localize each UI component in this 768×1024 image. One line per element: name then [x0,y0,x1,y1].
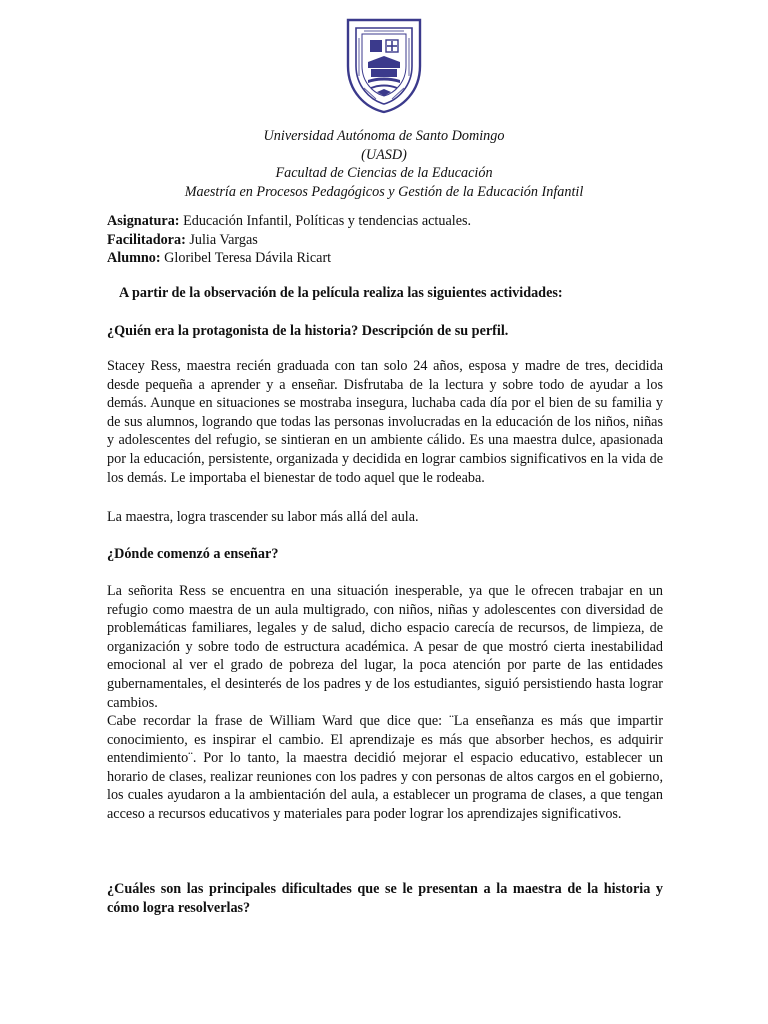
paragraph-situation: La señorita Ress se encuentra en una situación inesperable, ya que le ofrecen trabajar en un refugio como maestra de un aula multigrado, con niños, niñas y adolescentes con diversidad de problemáticas familiares, legales y de salud, dicho espacio carecía de recursos, de limpieza, de organización y sobre todo de estructura académica. A pesar de que mostró cierta inestabilidad emocional al ver el grado de pobreza del lugar, la poca atención por parte de las entidades gubernamentales, el desinterés de los padres y de los estudiantes, siguió persistiendo hasta lograr cambios. [107,583,663,711]
subject-line [107,212,663,231]
facilitator-label: Facilitadora: [107,231,186,248]
student-value: Gloribel Teresa Dávila Ricart [160,250,332,267]
faculty-name: Facultad de Ciencias de la Educación [275,165,493,182]
question-protagonist: ¿Quién era la protagonista de la historia? Descripción de su perfil. [107,323,509,339]
subject-label: Asignatura: [107,213,180,229]
student-label: Alumno: [107,250,161,267]
question-difficulties: ¿Cuáles son las principales dificultades que se le presentan a la maestra de la historia y cómo logra resolverlas? [107,881,663,916]
program-name: Maestría en Procesos Pedagógicos y Gestión de la Educación Infantil [184,183,584,200]
university-name: Universidad Autónoma de Santo Domingo [263,128,505,144]
facilitator-value: Julia Vargas [185,231,258,248]
document-header [0,127,768,201]
instruction-heading: A partir de la observación de la película realiza las siguientes actividades: [119,285,563,301]
student-line [107,249,663,268]
university-acronym: (UASD) [361,146,407,163]
paragraph-transcend: La maestra, logra trascender su labor más allá del aula. [107,509,419,525]
paragraph-quote: Cabe recordar la frase de William Ward que dice que: ¨La enseñanza es más que impartir conocimiento, es inspirar el cambio. El aprendizaje es más que absorber hechos, es adquirir entendimiento¨. Por lo tanto, la maestra decidió mejorar el espacio educativo, establecer un horario de clases, realizar reuniones con los padres y con personas de altos cargos en el gobierno, los cuales ayudaron a la ambientación del aula, a establecer un programa de clases, a que tengan acceso a recursos educativos y materiales para poder lograr los aprendizajes significativos. [107,713,663,822]
facilitator-line [107,231,663,250]
paragraph-profile: Stacey Ress, maestra recién graduada con tan solo 24 años, esposa y madre de tres, decidida desde pequeña a aprender y a enseñar. Disfrutaba de la lectura y sobre todo de ayudar a los demás. Aunque en situaciones se mostraba insegura, luchaba cada día por el bien de su familia y de sus alumnos, logrando que todas las personas involucradas en la educación de los niños, niñas y adolescentes del refugio, se sintieran en un ambiente cálido. Es una maestra dulce, apasionada por la educación, persistente, organizada y decidida en lograr cambios significativos en la vida de los demás. Le importaba el bienestar de todo aquel que le rodeaba. [107,358,663,486]
question-where-started: ¿Dónde comenzó a enseñar? [107,546,279,562]
university-seal-icon [344,16,424,114]
subject-value: Educación Infantil, Políticas y tendencias actuales. [179,213,472,229]
course-info [107,212,663,268]
